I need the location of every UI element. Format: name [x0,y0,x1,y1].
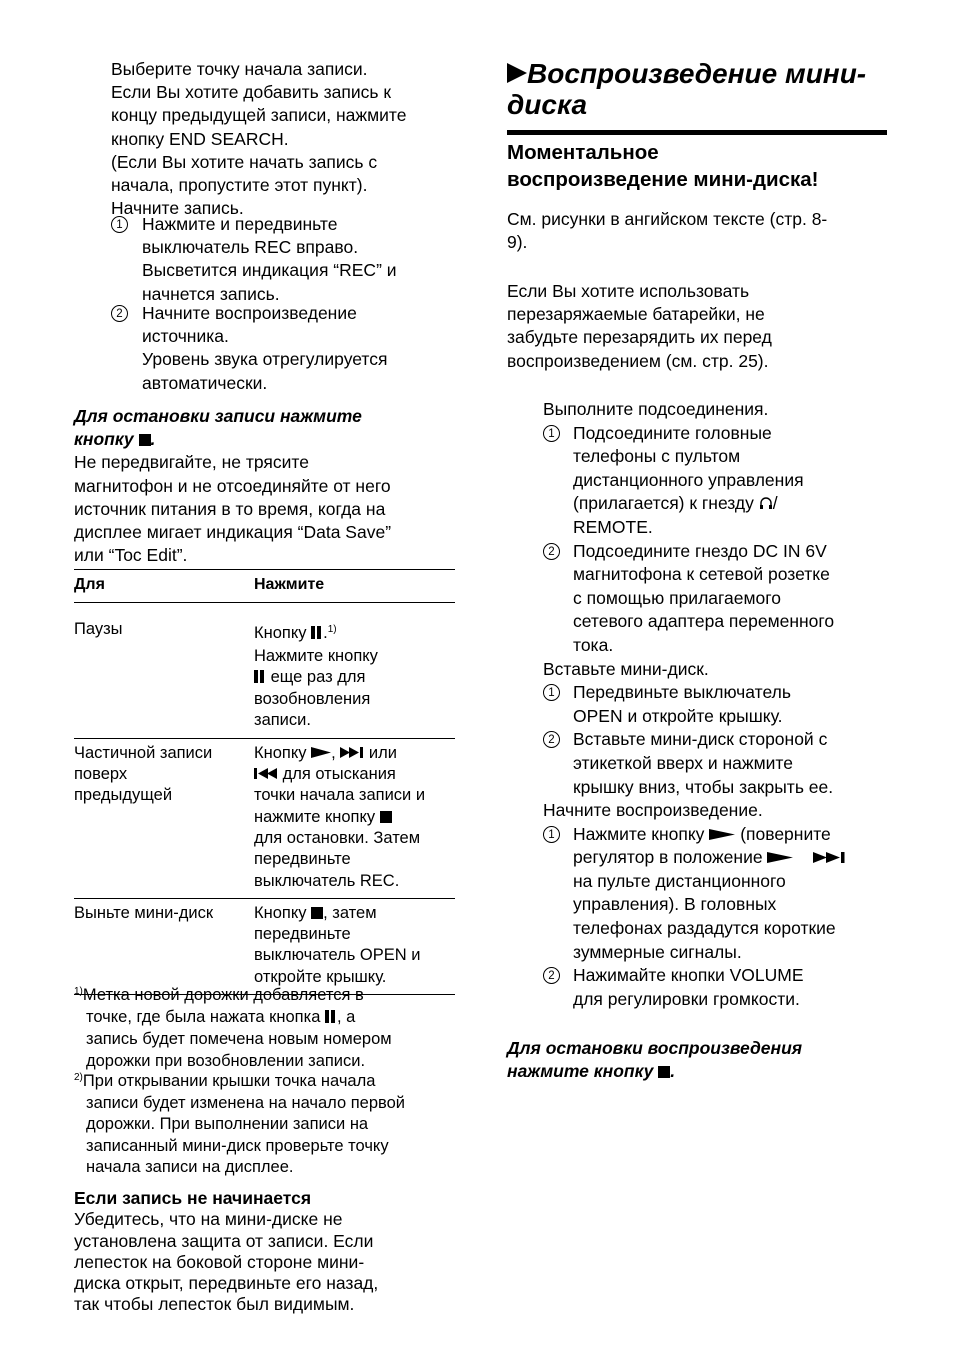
text-line: выключатель REC вправо. [142,237,359,258]
text-line: зуммерные сигналы. [573,941,742,962]
text-line: магнитофона к сетевой розетке [573,564,830,585]
text-line: диска [507,89,588,120]
text-line: дистанционного управления [573,469,804,490]
text-line: магнитофон и не отсоединяйте от него [74,475,391,496]
text-line: Начните воспроизведение. [543,800,763,821]
text-line: Выполните подсоединения. [543,399,769,419]
text-line: перезаряжаемые батарейки, не [507,304,765,325]
text-line: Нажмите кнопку [573,823,705,844]
text-line: точки начала записи и [254,786,426,805]
next-track-icon [340,746,364,759]
text-line: или [368,743,397,762]
stop-icon [139,434,151,446]
text-line: выключатель OPEN и [254,946,421,965]
footnote-1 [74,981,459,1072]
text-line: Кнопку [254,743,307,762]
text-line: записи будет изменена на начало первой [86,1093,406,1112]
pause-icon [254,668,266,689]
text-line: нажмите кнопку [507,1061,654,1082]
section-heading [507,139,897,193]
text-line: Уровень звука отрегулируется [142,349,388,370]
text-line: OPEN и откройте крышку. [573,705,783,726]
insert-substep-1 [543,681,903,728]
see-figures [507,208,897,254]
text-line: телефоны с пультом [573,446,741,467]
text-line: или “Toc Edit”. [74,545,188,566]
text-line: поверх [74,765,128,784]
text-line: крышку вниз, чтобы закрыть ее. [573,776,834,797]
text-line: источник питания в то время, когда на [74,498,386,519]
text-line: Воспроизведение мини- [527,58,867,89]
table-header-row [74,570,455,603]
text-line: Нажмите кнопку [254,646,378,665]
text-line: передвиньте [254,850,351,869]
text-line: Для остановки воспроизведения [507,1038,803,1058]
connect-step [543,398,903,1011]
text-line: Моментальное [507,141,659,164]
text-line: нажмите кнопку [254,807,376,826]
text-line: для остановки. Затем [254,828,421,847]
text-line: 9). [507,232,528,253]
text-line: регулятор в положение [573,847,763,868]
text-line: Нажмите и передвиньте [142,214,338,234]
text-line: записи. [254,711,311,730]
text-line: Если Вы хотите использовать [507,281,750,301]
stop-recording-section: Для остановки записи нажмите кнопку . Не передвигайте, не трясите магнитофон и не отсоединяйте от него источник питания в то время, когда на дисплее мигает индикация “Data Save” или “Toc Edit”. [74,405,464,567]
stop-playback-heading: Для остановки воспроизведения нажмите кнопку . [507,1037,897,1083]
text-line: с помощью прилагаемого [573,587,781,608]
text-line: начнется запись. [142,283,280,304]
headphones-icon [759,495,773,510]
play-icon [767,851,793,864]
table-header: Нажмите [254,570,455,603]
text-line: выключатель REC. [254,871,400,890]
record-step-2 [111,302,461,395]
text-line: кнопку END SEARCH. [111,128,289,149]
text-line: Метка новой дорожки добавляется в [82,986,364,1004]
stop-recording-heading: Для остановки записи нажмите [74,406,362,426]
play-icon [709,828,735,841]
text-line: Нажимайте кнопки VOLUME [573,965,804,986]
no-recording-section [74,1188,464,1316]
circled-number-icon: 2 [543,543,560,560]
text-line: для регулировки громкости. [573,988,800,1009]
footnote-mark: 2) [74,1072,83,1083]
text-line: Частичной записи [74,743,213,762]
text-line: Если Вы хотите добавить запись к [111,82,392,103]
record-step-1 [111,213,461,306]
text-line: , [331,743,336,762]
text-line: так чтобы лепесток был видимым. [74,1294,355,1315]
text-line: передвиньте [254,925,351,944]
text-line: Высветится индикация “REC” и [142,260,397,281]
text-line: См. рисунки в ангийском тексте (стр. 8- [507,209,828,229]
battery-note [507,280,897,373]
play-icon [507,62,527,84]
footnote-mark: 1) [327,624,337,636]
text-line: При открывании крышки точка начала [82,1072,376,1090]
text-line: Кнопку [254,624,307,643]
text-line: на пульте дистанционного [573,870,786,891]
text-line: Подсоедините головные [573,422,772,443]
text-line: (поверните [740,823,831,844]
circled-number-icon: 1 [543,425,560,442]
next-track-icon [813,851,847,864]
text-line: для отыскания [282,765,396,784]
text-line: этикеткой вверх и нажмите [573,752,793,773]
text-line: дорожки. При выполнении записи на [86,1115,369,1133]
text-line: запись будет помечена новым номером [86,1030,392,1048]
stop-icon [380,811,392,823]
insert-substep-2 [543,728,903,799]
text-line: Вставьте мини-диск. [543,658,709,679]
text-line: концу предыдущей записи, нажмите [111,105,407,126]
title-rule [507,130,887,135]
text-line: записанный мини-диск проверьте точку [86,1136,389,1155]
play-icon [311,746,331,759]
text-line: воспроизведением (см. стр. 25). [507,350,769,371]
record-intro [111,58,461,220]
text-line: Кнопку [254,903,307,922]
text-line: Подсоедините гнездо DC IN 6V [573,540,827,561]
text-line: , затем [323,903,377,922]
text-line: начала, пропустите этот пункт). [111,175,368,196]
text-line: Передвиньте выключатель [573,682,791,703]
pause-icon [311,624,323,645]
text-line: / [772,493,778,514]
circled-number-icon: 1 [543,684,560,701]
text-line: источника. [142,326,229,347]
text-line: точке, где была нажата кнопка [86,1007,321,1026]
table-cell: Выньте мини-диск [74,903,214,922]
text-line: установлена защита от записи. Если [74,1230,374,1251]
footnote-mark: 1) [74,986,83,997]
text-line: телефонах раздадутся короткие [573,918,836,939]
text-line: откройте крышку. [254,967,387,986]
text-line: (прилагается) к гнезду [573,493,754,514]
connect-substep-2 [543,540,903,658]
table-row: Паузы Кнопку .$^{1)}$ Нажмите кнопку еще раз для возобновления записи. [74,603,455,738]
text-line: воспроизведение мини-диска! [507,168,819,191]
text-line: дисплее мигает индикация “Data Save” [74,522,392,543]
text-line: сетевого адаптера переменного [573,611,835,632]
text-line: предыдущей [74,786,173,805]
text-line: , а [336,1007,356,1026]
text-line: Начните запись. [111,198,244,219]
text-line: дорожки при возобновлении записи. [86,1051,366,1070]
play-substep-2 [543,964,903,1011]
text-line: диска открыт, передвиньте его назад, [74,1273,379,1294]
circled-number-icon: 2 [543,731,560,748]
table-cell: Паузы [74,620,123,639]
text-line: еще раз для [270,667,366,686]
play-substep-1 [543,823,903,965]
text-line: лепесток на боковой стороне мини- [74,1251,365,1272]
text-line: забудьте перезарядить их перед [507,327,772,348]
table-header: Для [74,570,254,603]
circled-number-icon: 1 [543,826,560,843]
text-line: возобновления [254,690,371,709]
previous-track-icon [254,767,278,780]
footnote-2 [74,1067,459,1179]
pause-icon [325,1008,337,1030]
operations-table [74,569,455,995]
no-recording-heading: Если запись не начинается [74,1188,312,1208]
text-line: начала записи на дисплее. [86,1158,294,1176]
text-line: REMOTE. [573,516,653,537]
text-line: Вставьте мини-диск стороной с [573,729,828,750]
text-line: Не передвигайте, не трясите [74,452,309,473]
text-line: Выберите точку начала записи. [111,59,368,79]
text-line: тока. [573,634,614,655]
text-line: Убедитесь, что на мини-диске не [74,1209,343,1230]
circled-number-icon: 1 [111,216,128,233]
text-line: управления). В головных [573,894,777,915]
circled-number-icon: 2 [111,305,128,322]
text-line: Начните воспроизведение [142,303,357,323]
page-title [507,58,897,120]
connect-substep-1 [543,422,903,540]
stop-icon [658,1066,670,1078]
text-line: (Если Вы хотите начать запись с [111,151,378,172]
table-row [74,738,455,898]
circled-number-icon: 2 [543,967,560,984]
text-line: автоматически. [142,372,268,393]
stop-icon [311,907,323,919]
text-line: кнопку [74,429,134,450]
